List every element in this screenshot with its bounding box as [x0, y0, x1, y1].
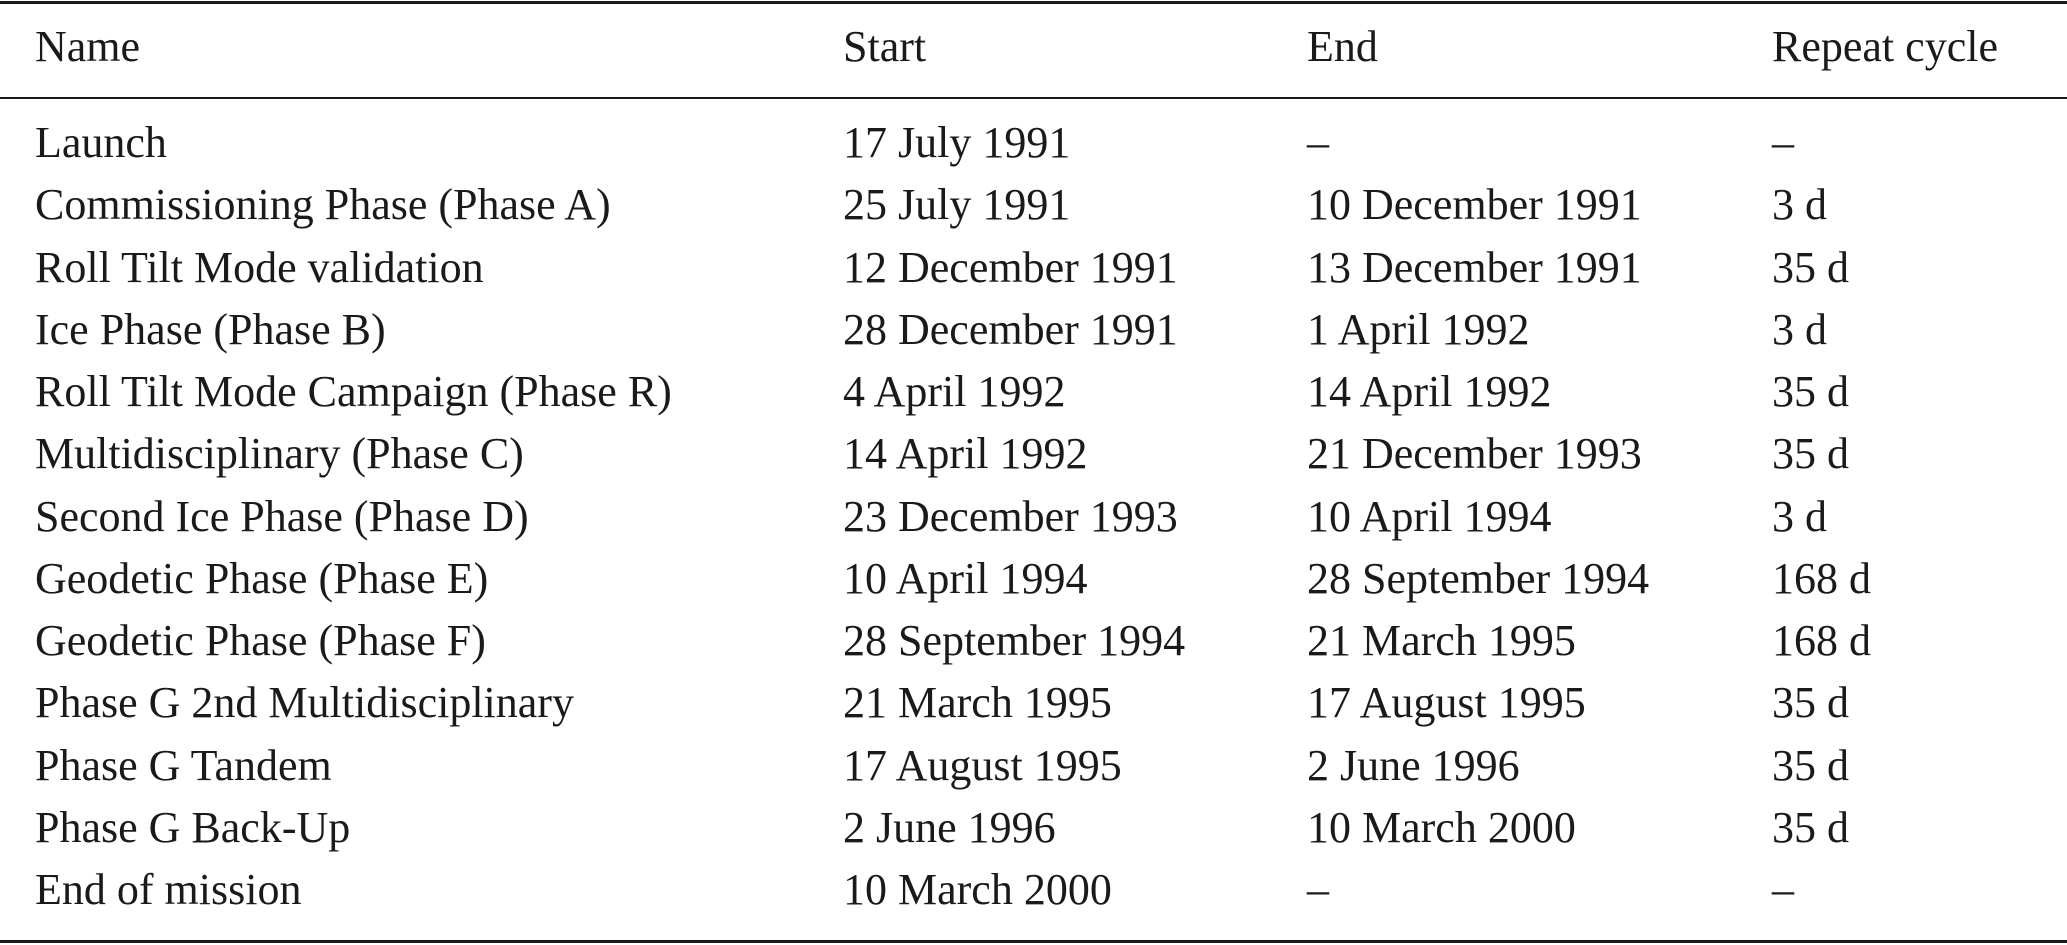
cell-start: 10 April 1994: [843, 553, 1088, 603]
cell-repeat-cycle: 35 d: [1772, 740, 1849, 790]
header-start: Start: [843, 22, 927, 71]
cell-end: 2 June 1996: [1307, 740, 1520, 790]
cell-end: 13 December 1991: [1307, 242, 1642, 292]
cell-name: Phase G Tandem: [35, 740, 332, 790]
cell-name: Commissioning Phase (Phase A): [35, 180, 611, 230]
cell-name: Geodetic Phase (Phase E): [35, 553, 489, 603]
cell-name: Second Ice Phase (Phase D): [35, 491, 529, 541]
cell-end: 14 April 1992: [1307, 367, 1552, 416]
table-row: [0, 859, 2067, 921]
cell-name: End of mission: [35, 865, 302, 914]
cell-end: –: [1307, 865, 1329, 914]
cell-start: 2 June 1996: [843, 802, 1056, 852]
cell-repeat-cycle: 35 d: [1772, 367, 1849, 416]
cell-name: Multidisciplinary (Phase C): [35, 429, 524, 479]
table-row: [0, 112, 2067, 174]
cell-end: 10 December 1991: [1307, 180, 1642, 230]
table-row: [0, 486, 2067, 548]
cell-end: 17 August 1995: [1307, 678, 1586, 728]
table-top-rule: [0, 1, 2067, 4]
cell-start: 28 September 1994: [843, 616, 1186, 665]
cell-name: Phase G 2nd Multidisciplinary: [35, 678, 574, 728]
cell-start: 21 March 1995: [843, 678, 1112, 728]
cell-repeat-cycle: 3 d: [1772, 304, 1827, 354]
cell-repeat-cycle: 35 d: [1772, 429, 1849, 479]
cell-name: Phase G Back-Up: [35, 802, 351, 852]
cell-repeat-cycle: 35 d: [1772, 242, 1849, 292]
table-bottom-rule: [0, 940, 2067, 943]
cell-repeat-cycle: 35 d: [1772, 802, 1849, 852]
table-row: [0, 735, 2067, 797]
cell-end: 21 December 1993: [1307, 429, 1642, 479]
cell-start: 28 December 1991: [843, 304, 1178, 354]
cell-end: 10 March 2000: [1307, 802, 1576, 852]
cell-name: Geodetic Phase (Phase F): [35, 616, 486, 665]
cell-end: 1 April 1992: [1307, 304, 1530, 354]
cell-name: Launch: [35, 118, 167, 167]
table-row: [0, 672, 2067, 734]
cell-name: Roll Tilt Mode validation: [35, 242, 484, 292]
cell-end: –: [1307, 118, 1329, 167]
cell-end: 10 April 1994: [1307, 491, 1552, 541]
cell-start: 17 July 1991: [843, 118, 1071, 167]
table-header-row: [0, 16, 2067, 78]
table-row: [0, 610, 2067, 672]
cell-end: 28 September 1994: [1307, 553, 1650, 603]
cell-start: 14 April 1992: [843, 429, 1088, 479]
cell-repeat-cycle: 35 d: [1772, 678, 1849, 728]
cell-start: 17 August 1995: [843, 740, 1122, 790]
table-row: [0, 361, 2067, 423]
cell-repeat-cycle: 168 d: [1772, 553, 1871, 603]
cell-name: Ice Phase (Phase B): [35, 304, 386, 354]
cell-start: 12 December 1991: [843, 242, 1178, 292]
cell-start: 10 March 2000: [843, 865, 1112, 914]
table-row: [0, 423, 2067, 485]
cell-repeat-cycle: 3 d: [1772, 180, 1827, 230]
table-header-rule: [0, 97, 2067, 99]
header-end: End: [1307, 22, 1378, 71]
table-row: [0, 237, 2067, 299]
cell-start: 25 July 1991: [843, 180, 1071, 230]
table-row: [0, 299, 2067, 361]
cell-repeat-cycle: –: [1772, 865, 1794, 914]
cell-repeat-cycle: 3 d: [1772, 491, 1827, 541]
cell-start: 23 December 1993: [843, 491, 1178, 541]
cell-repeat-cycle: 168 d: [1772, 616, 1871, 665]
cell-start: 4 April 1992: [843, 367, 1066, 416]
table-row: [0, 548, 2067, 610]
cell-name: Roll Tilt Mode Campaign (Phase R): [35, 367, 672, 416]
header-repeat-cycle: Repeat cycle: [1772, 22, 1998, 71]
table-row: [0, 797, 2067, 859]
cell-end: 21 March 1995: [1307, 616, 1576, 665]
table-row: [0, 174, 2067, 236]
header-name: Name: [35, 22, 141, 71]
cell-repeat-cycle: –: [1772, 118, 1794, 167]
